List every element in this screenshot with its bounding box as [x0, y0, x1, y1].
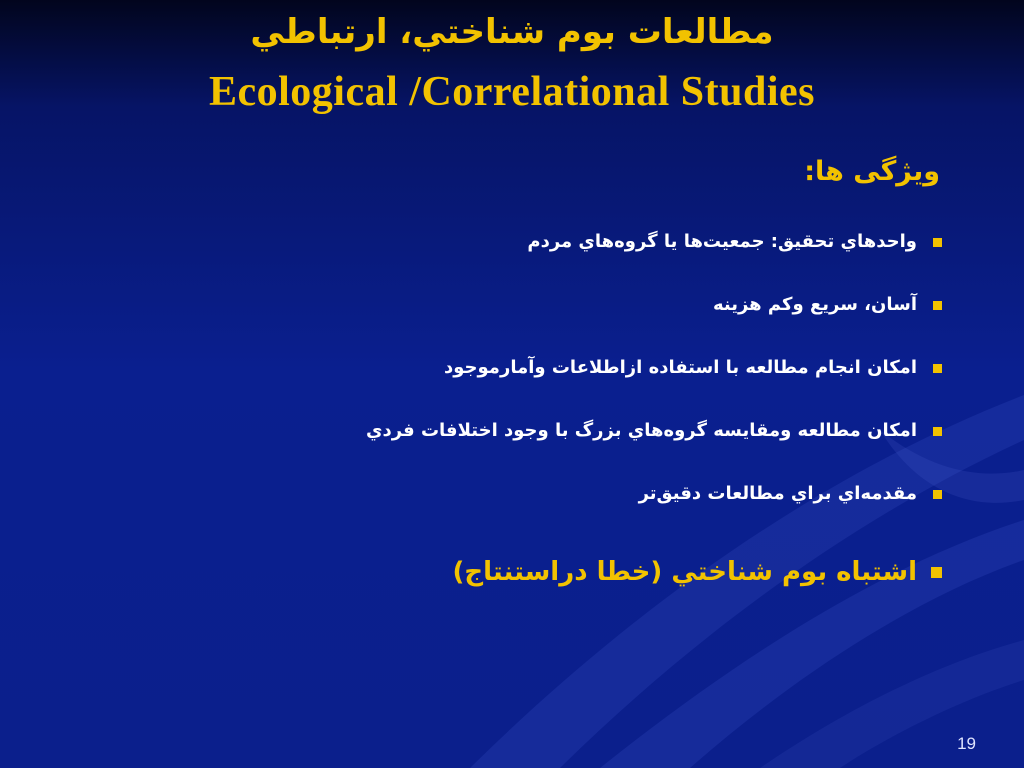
list-item	[82, 348, 942, 388]
list-item	[82, 222, 942, 262]
bullet-square-icon	[933, 364, 942, 373]
bullet-square-icon	[933, 301, 942, 310]
bullet-square-icon	[933, 238, 942, 247]
slide-title-persian: مطالعات بوم شناختي، ارتباطي	[250, 12, 774, 52]
list-item-text: امكان مطالعه ومقايسه گروه‌هاي بزرگ با وجود اختلافات فردي	[365, 420, 917, 441]
list-item-text: آسان، سريع وكم هزينه	[712, 294, 917, 315]
features-list	[82, 222, 942, 537]
slide-title-english: Ecological /Correlational Studies	[208, 69, 816, 115]
list-item	[82, 474, 942, 514]
main-point	[453, 548, 942, 596]
list-item-text: واحدهاي تحقيق: جمعيت‌ها يا گروه‌هاي مردم	[527, 231, 917, 252]
list-item-text: امكان انجام مطالعه با استفاده ازاطلاعات وآمارموجود	[444, 357, 917, 378]
features-heading: ويژگی ها:	[804, 156, 940, 187]
main-point-text: اشتباه بوم شناختي (خطا دراستنتاج)	[452, 557, 917, 587]
bullet-square-icon	[933, 427, 942, 436]
list-item	[82, 285, 942, 325]
list-item-text: مقدمه‌اي براي مطالعات دقيق‌تر	[638, 483, 917, 504]
bullet-square-icon	[933, 490, 942, 499]
page-number: 19	[957, 734, 976, 753]
bullet-square-icon	[931, 567, 942, 578]
list-item	[82, 411, 942, 451]
